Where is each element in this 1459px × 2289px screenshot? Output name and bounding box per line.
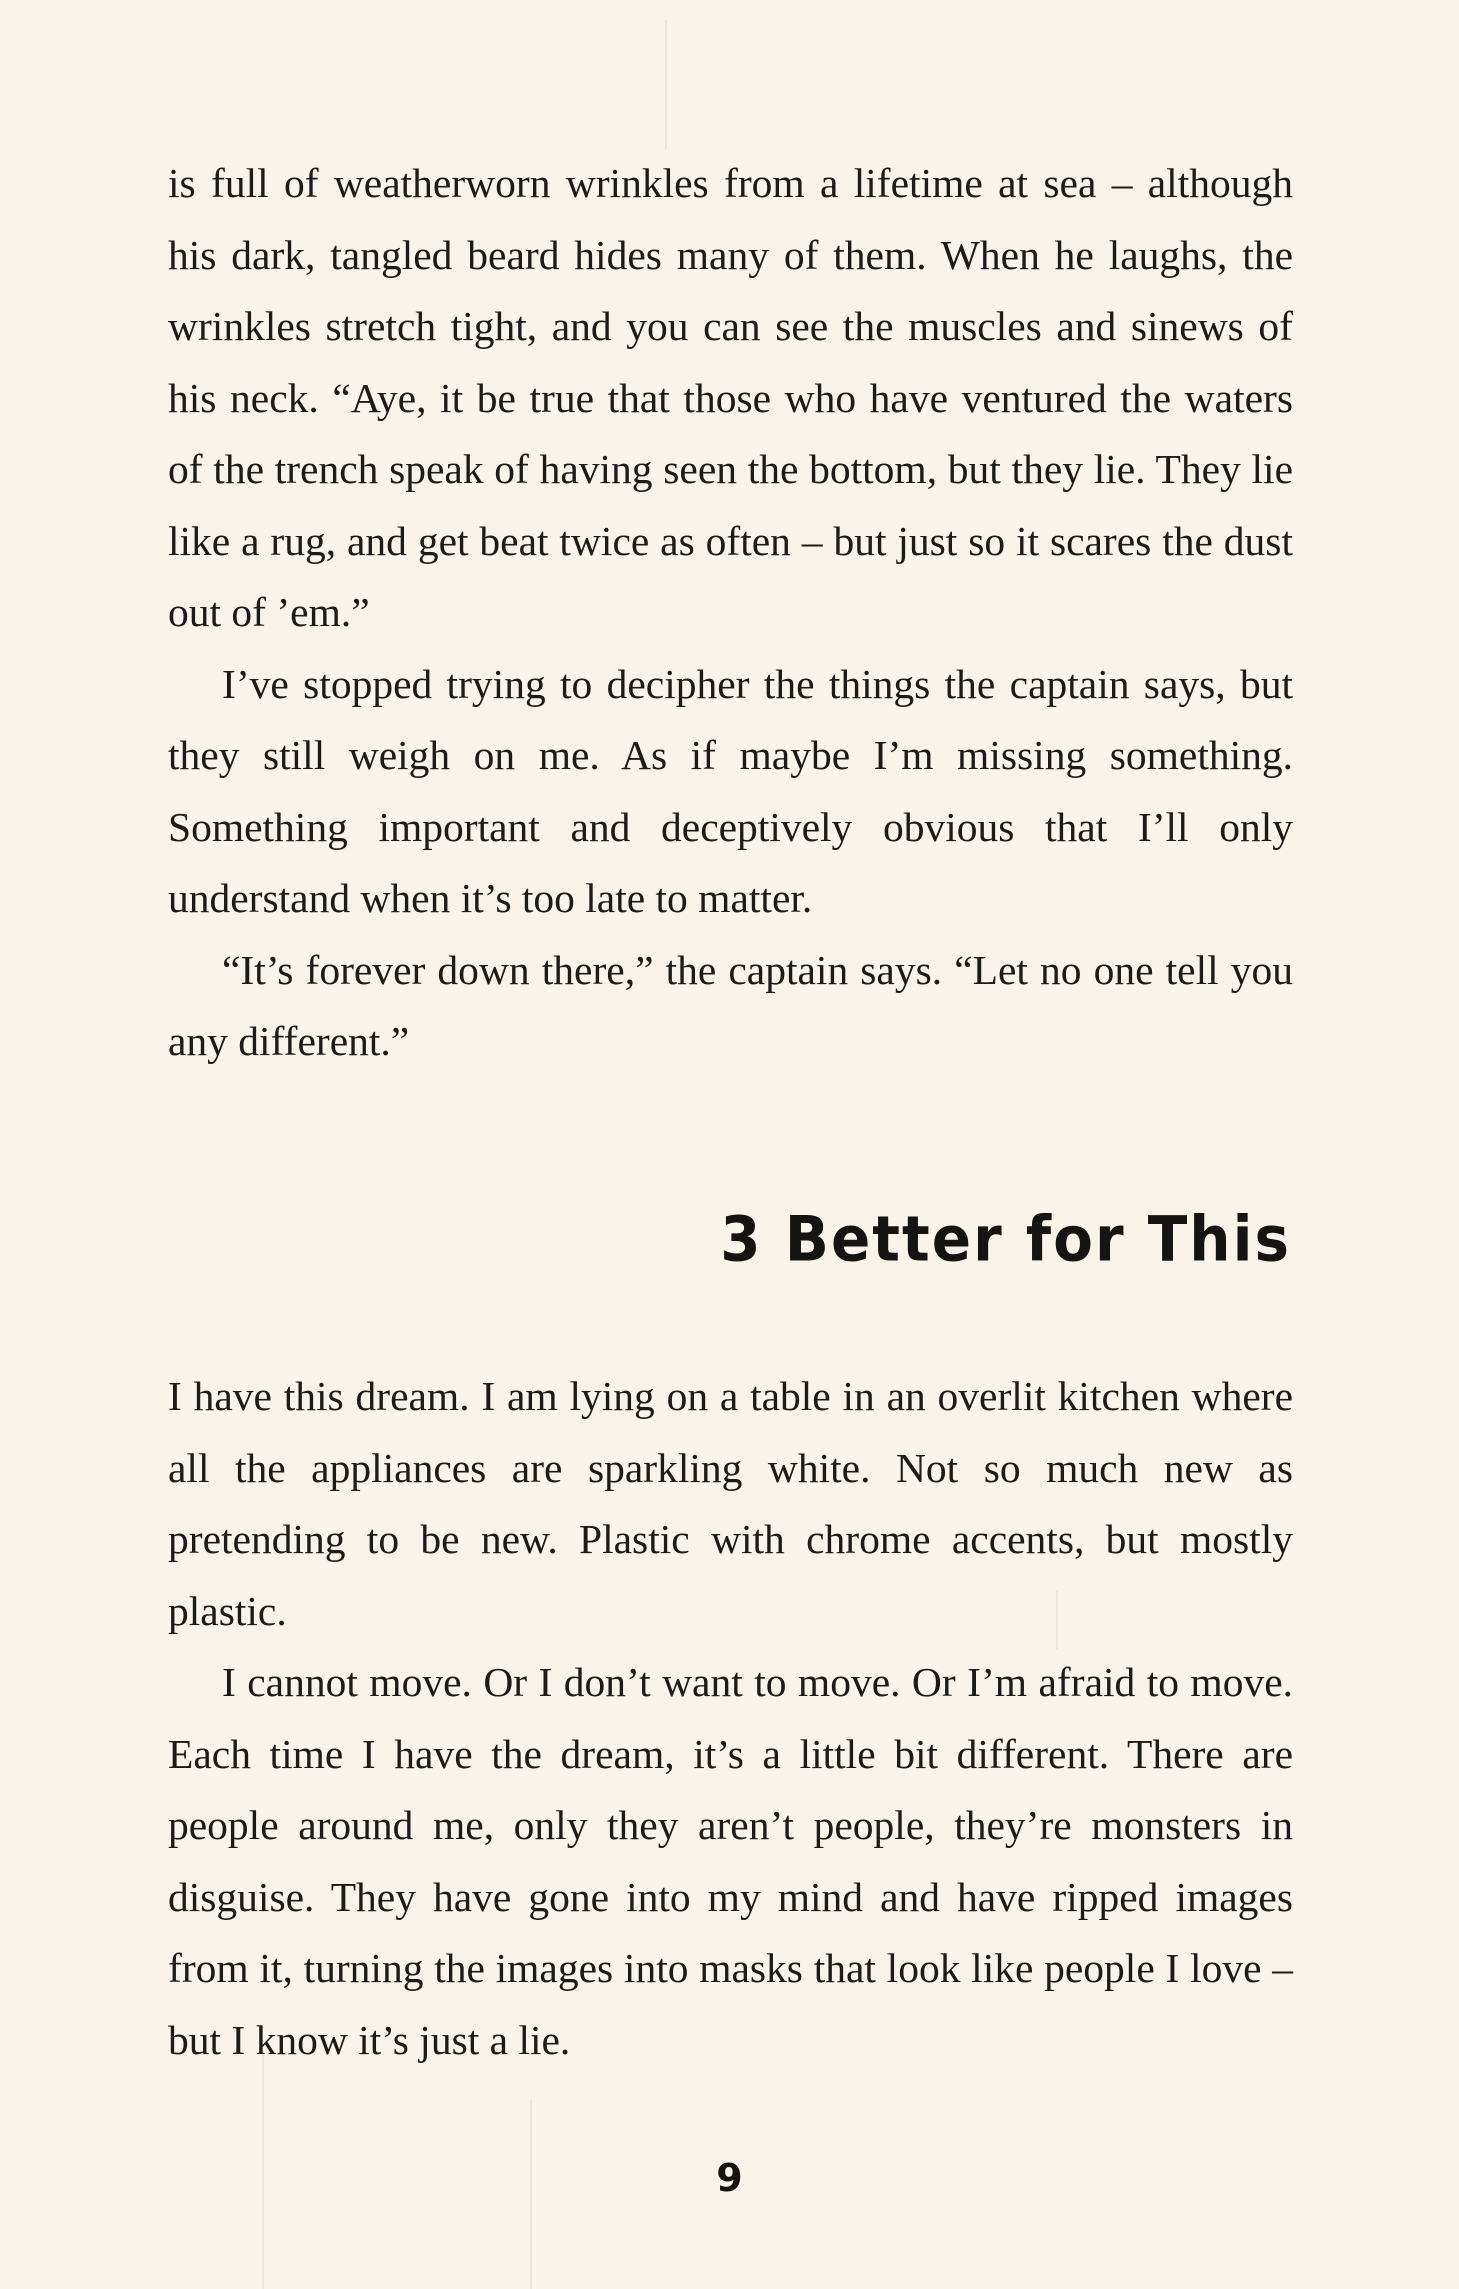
paragraph: I have this dream. I am lying on a table in an overlit kitchen where all the appliances are sparkling white. Not so much new as pretending to be new. Plastic with chrome accents, but mostly plastic. [168, 1373, 1293, 1634]
paragraph: “It’s forever down there,” the captain says. “Let no one tell you any different.” [168, 946, 1293, 1064]
passage-top [168, 148, 1293, 1078]
paragraph: is full of weatherworn wrinkles from a lifetime at sea – although his dark, tangled beard hides many of them. When he laughs, the wrinkles stretch tight, and you can see the muscles and sinews of his neck. “Aye, it be true that those who have ventured the waters of the trench speak of having seen the bottom, but they lie. They lie like a rug, and get beat twice as often – but just so it scares the dust out of ’em.” [168, 160, 1293, 635]
chapter-heading: 3 Better for This [720, 1202, 1291, 1276]
paper-streak [665, 20, 667, 150]
paragraph: I’ve stopped trying to decipher the things the captain says, but they still weigh on me. As if maybe I’m missing something. Something important and deceptively obvious that I’ll only understand when it’s too late to matter. [168, 660, 1293, 921]
passage-bottom [168, 1361, 1293, 2076]
page-number: 9 [716, 2156, 743, 2200]
paragraph: I cannot move. Or I don’t want to move. Or I’m afraid to move. Each time I have the dream, it’s a little bit different. There are people around me, only they aren’t people, they’re monsters in disguise. They have gone into my mind and have ripped images from it, turning the images into masks that look like people I love – but I know it’s just a lie. [168, 1659, 1293, 2063]
